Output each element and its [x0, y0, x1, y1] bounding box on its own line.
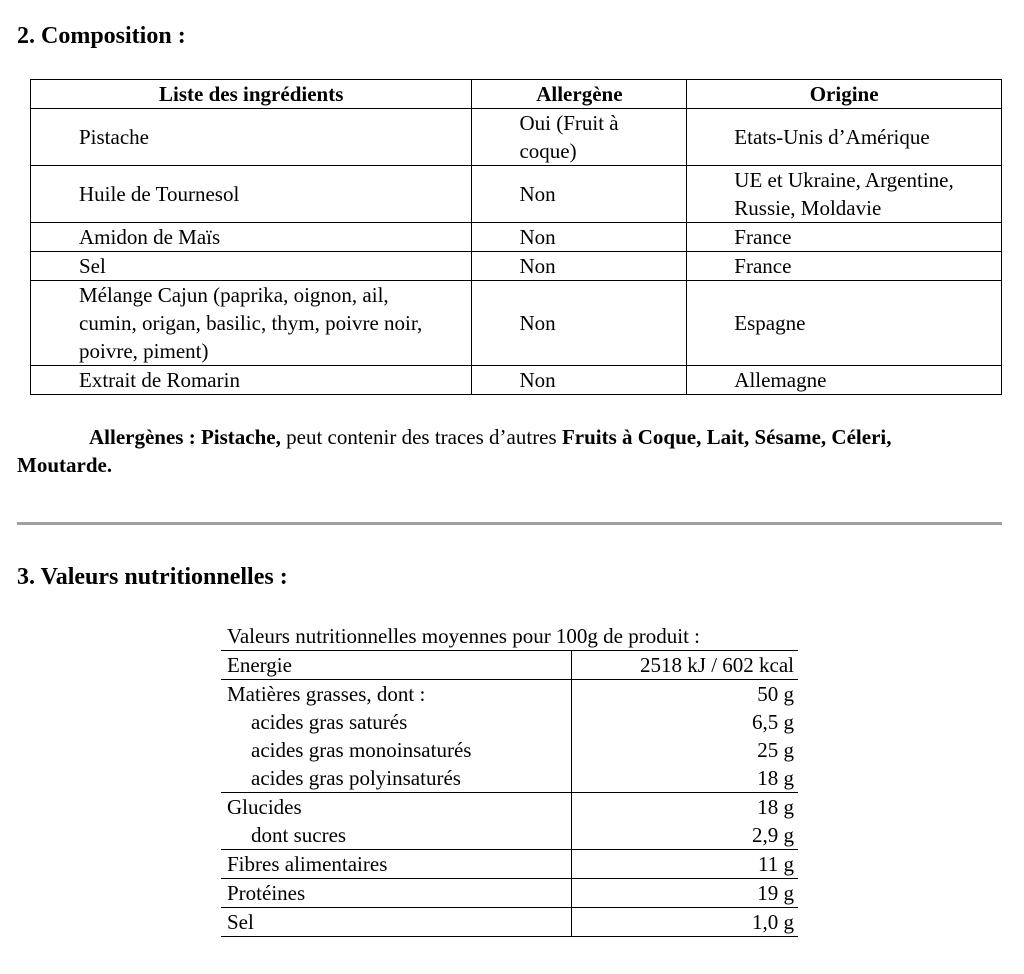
nutrition-caption-row — [221, 622, 798, 651]
ingredient-cell: Pistache — [31, 109, 472, 166]
nutrient-value: 2,9 g — [571, 821, 798, 850]
origin-cell: Espagne — [687, 281, 1002, 366]
header-origin: Origine — [687, 80, 1002, 109]
ingredient-cell: Huile de Tournesol — [31, 166, 472, 223]
nutrient-value: 2518 kJ / 602 kcal — [571, 651, 798, 680]
nutrient-label: Fibres alimentaires — [221, 850, 571, 879]
nutrition-row — [221, 764, 798, 793]
origin-cell: UE et Ukraine, Argentine, Russie, Moldavie — [687, 166, 1002, 223]
nutrition-caption: Valeurs nutritionnelles moyennes pour 100g de produit : — [221, 622, 798, 651]
header-allergen: Allergène — [472, 80, 687, 109]
nutrition-row — [221, 651, 798, 680]
nutrient-label: acides gras monoinsaturés — [251, 738, 472, 762]
table-row — [31, 281, 1002, 366]
allergen-cell: Non — [472, 366, 687, 395]
nutrition-row — [221, 821, 798, 850]
nutrient-value: 18 g — [571, 764, 798, 793]
table-row — [31, 109, 1002, 166]
section-divider — [17, 522, 1002, 525]
nutrition-row — [221, 708, 798, 736]
allergen-cell: Oui (Fruit à coque) — [472, 109, 687, 166]
origin-cell: Allemagne — [687, 366, 1002, 395]
allergens-label: Allergènes : Pistache, — [89, 425, 281, 449]
nutrient-value: 18 g — [571, 793, 798, 822]
nutrient-value: 6,5 g — [571, 708, 798, 736]
ingredient-cell: Extrait de Romarin — [31, 366, 472, 395]
allergens-text: peut contenir des traces d’autres — [280, 425, 562, 449]
origin-cell: France — [687, 223, 1002, 252]
table-row — [31, 252, 1002, 281]
table-header-row — [31, 80, 1002, 109]
allergen-cell: Non — [472, 252, 687, 281]
nutrition-row — [221, 736, 798, 764]
nutrient-label: Protéines — [221, 879, 571, 908]
header-ingredients: Liste des ingrédients — [31, 80, 472, 109]
ingredient-cell: Mélange Cajun (paprika, oignon, ail, cumin, origan, basilic, thym, poivre noir, poivre, piment) — [31, 281, 472, 366]
nutrient-value: 1,0 g — [571, 908, 798, 937]
nutrient-label: Energie — [221, 651, 571, 680]
origin-cell: France — [687, 252, 1002, 281]
allergens-note — [17, 423, 977, 479]
nutrient-label: Matières grasses, dont : — [221, 680, 571, 709]
nutrient-label: dont sucres — [251, 823, 347, 847]
nutrition-row — [221, 908, 798, 937]
composition-heading: 2. Composition : — [17, 23, 186, 49]
table-row — [31, 223, 1002, 252]
ingredient-cell: Sel — [31, 252, 472, 281]
nutrition-row — [221, 680, 798, 709]
nutrition-heading: 3. Valeurs nutritionnelles : — [17, 564, 288, 590]
nutrition-table — [221, 622, 798, 937]
nutrient-label: Glucides — [221, 793, 571, 822]
nutrient-label: acides gras polyinsaturés — [251, 766, 461, 790]
allergen-cell: Non — [472, 281, 687, 366]
nutrition-row — [221, 850, 798, 879]
nutrition-row — [221, 793, 798, 822]
allergen-cell: Non — [472, 166, 687, 223]
table-row — [31, 366, 1002, 395]
nutrient-value: 11 g — [571, 850, 798, 879]
allergens-items: Fruits à Coque, Lait, Sésame, Céleri, Moutarde. — [17, 425, 892, 477]
composition-table — [30, 79, 1002, 395]
nutrient-value: 25 g — [571, 736, 798, 764]
ingredient-cell: Amidon de Maïs — [31, 223, 472, 252]
nutrient-value: 50 g — [571, 680, 798, 709]
nutrient-label: acides gras saturés — [251, 710, 408, 734]
nutrient-value: 19 g — [571, 879, 798, 908]
table-row — [31, 166, 1002, 223]
nutrient-label: Sel — [221, 908, 571, 937]
origin-cell: Etats-Unis d’Amérique — [687, 109, 1002, 166]
nutrition-row — [221, 879, 798, 908]
allergen-cell: Non — [472, 223, 687, 252]
